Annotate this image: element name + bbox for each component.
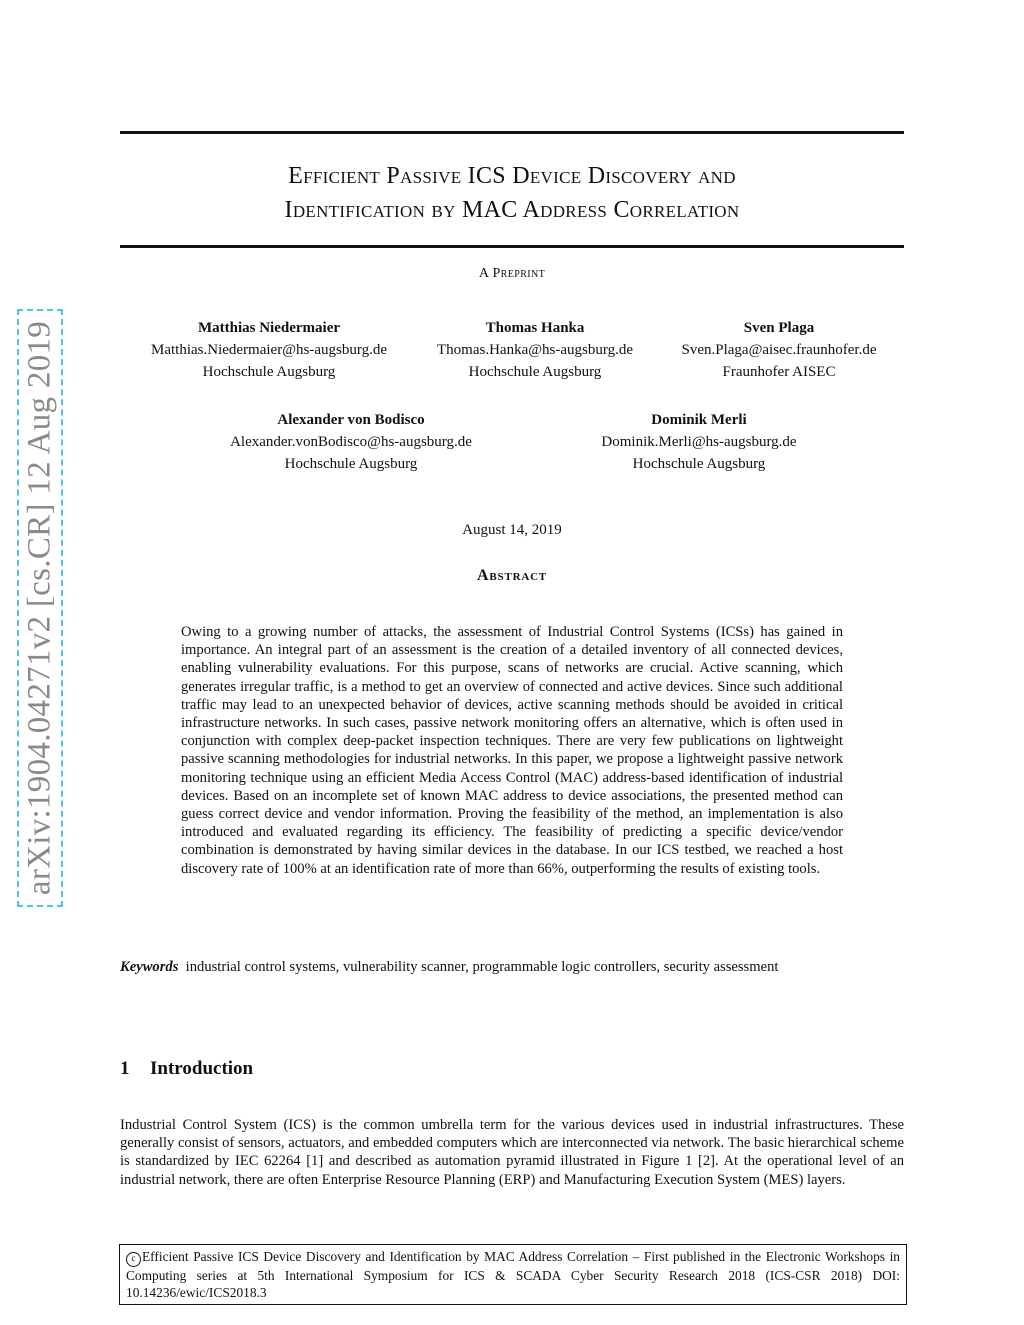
author-block	[119, 317, 419, 383]
paper-title-line-1: Efficient Passive ICS Device Discovery and	[288, 163, 736, 189]
author-email[interactable]: Sven.Plaga@aisec.fraunhofer.de	[681, 342, 877, 358]
author-block	[201, 409, 501, 475]
author-affiliation: Hochschule Augsburg	[284, 456, 418, 472]
author-affiliation: Hochschule Augsburg	[468, 364, 602, 380]
title-rule-bottom	[120, 245, 904, 248]
arxiv-stamp-text: arXiv:1904.04271v2 [cs.CR] 12 Aug 2019	[21, 320, 58, 896]
section-number: 1	[120, 1058, 130, 1079]
author-affiliation: Fraunhofer AISEC	[722, 364, 836, 380]
keywords-line	[120, 959, 920, 976]
author-name: Dominik Merli	[651, 412, 747, 428]
title-rule-top	[120, 131, 904, 134]
author-name: Matthias Niedermaier	[197, 320, 341, 336]
author-affiliation: Hochschule Augsburg	[202, 364, 336, 380]
author-email[interactable]: Dominik.Merli@hs-augsburg.de	[601, 434, 797, 450]
copyright-text: Efficient Passive ICS Device Discovery and Identification by MAC Address Correlation – First published in the Electronic Workshops in Computing series at 5th International Symposium for ICS & SCADA Cyber Security Research 2018 (ICS-CSR 2018) DOI: 10.14236/ewic/ICS2018.3	[126, 1249, 900, 1300]
author-email[interactable]: Alexander.vonBodisco@hs-augsburg.de	[230, 434, 472, 450]
author-block	[549, 409, 849, 475]
keywords-text: industrial control systems, vulnerability scanner, programmable logic controllers, security assessment	[185, 959, 779, 975]
author-name: Thomas Hanka	[485, 320, 585, 336]
section-title: Introduction	[150, 1058, 254, 1079]
section-heading	[120, 1058, 253, 1080]
author-block	[629, 317, 929, 383]
author-email[interactable]: Matthias.Niedermaier@hs-augsburg.de	[151, 342, 387, 358]
paper-title-line-2: Identification by MAC Address Correlation	[284, 197, 740, 223]
introduction-paragraph: Industrial Control System (ICS) is the common umbrella term for the various devices used in industrial infrastructures. These generally consist of sensors, actuators, and embedded computers which are interconnected via network. The basic hierarchical scheme is standardized by IEC 62264 [1] and described as automation pyramid illustrated in Figure 1 [2]. At the operational level of an industrial network, there are often Enterprise Resource Planning (ERP) and Manufacturing Execution System (MES) layers.	[120, 1117, 904, 1188]
author-email[interactable]: Thomas.Hanka@hs-augsburg.de	[437, 342, 633, 358]
preprint-label: A Preprint	[478, 266, 546, 281]
author-name: Alexander von Bodisco	[277, 412, 425, 428]
keywords-label: Keywords	[120, 959, 179, 975]
copyright-footer	[119, 1244, 907, 1305]
author-affiliation: Hochschule Augsburg	[632, 456, 766, 472]
copyright-icon: c	[126, 1252, 141, 1267]
author-name: Sven Plaga	[743, 320, 815, 336]
publication-date: August 14, 2019	[462, 522, 562, 538]
abstract-text: Owing to a growing number of attacks, the assessment of Industrial Control Systems (ICSs) has gained in importance. An integral part of an assessment is the creation of a detailed inventory of all connected devices, enabling vulnerability evaluations. For this purpose, scans of networks are crucial. Active scanning, which generates irregular traffic, is a method to get an overview of connected and active devices. Since such additional traffic may lead to an unexpected behavior of devices, active scanning methods should be avoided in critical infrastructure networks. In such cases, passive network monitoring offers an alternative, which is often used in conjunction with complex deep-packet inspection techniques. There are very few publications on lightweight passive scanning methodologies for industrial networks. In this paper, we propose a lightweight passive network monitoring technique using an efficient Media Access Control (MAC) address-based identification of industrial devices. Based on an incomplete set of known MAC address to device associations, the presented method can guess correct device and vendor information. Proving the feasibility of the method, an implementation is also introduced and evaluated regarding its efficiency. The feasibility of predicting a specific device/vendor combination is demonstrated by having similar devices in the database. In our ICS testbed, we reached a host discovery rate of 100% at an identification rate of more than 66%, outperforming the results of existing tools.	[181, 624, 843, 877]
abstract-heading: Abstract	[477, 567, 547, 584]
